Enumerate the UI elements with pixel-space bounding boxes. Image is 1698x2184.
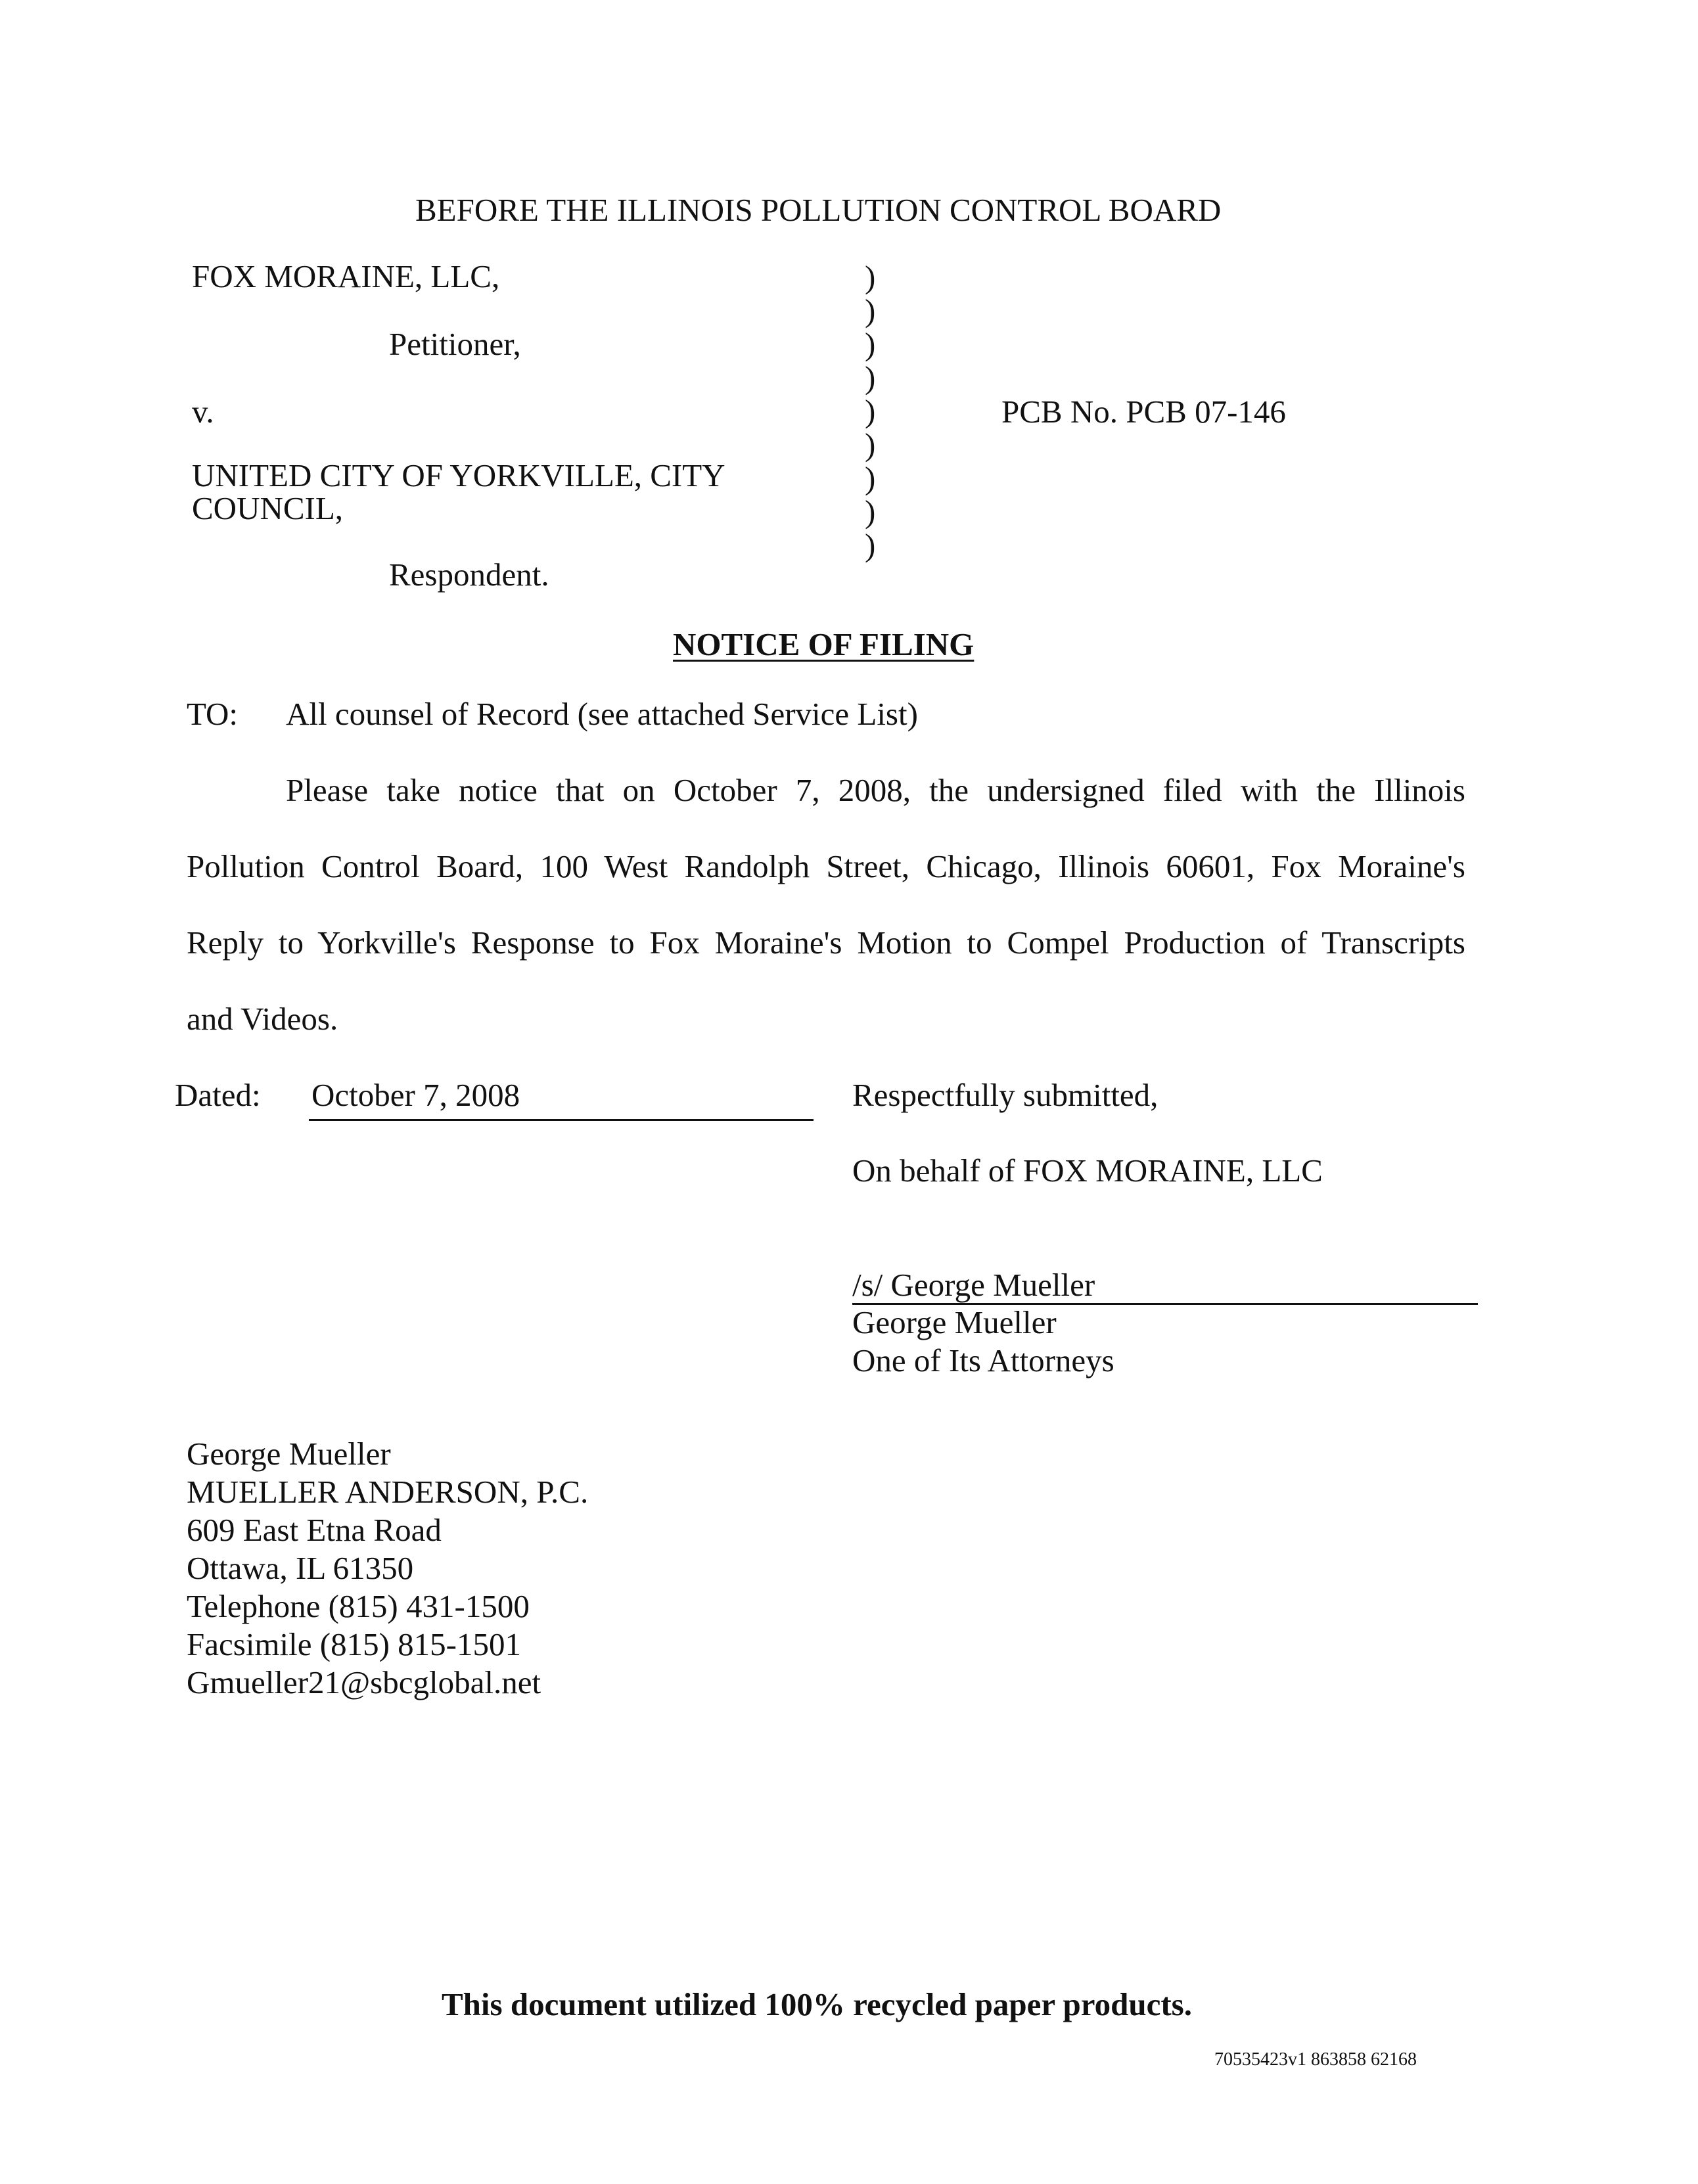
paren: ) <box>865 393 876 429</box>
caption-parens <box>865 260 884 562</box>
recycled-note: This document utilized 100% recycled paper products. <box>442 1986 1193 2022</box>
dated-underline <box>309 1119 814 1121</box>
petitioner-role: Petitioner, <box>389 326 521 362</box>
dated-label: Dated: <box>175 1077 261 1113</box>
respondent-role: Respondent. <box>389 557 549 593</box>
dated-value: October 7, 2008 <box>311 1077 520 1113</box>
to-label: TO: <box>187 696 239 732</box>
petitioner-name: FOX MORAINE, LLC, <box>192 258 500 294</box>
respondent-name-line2: COUNCIL, <box>192 490 344 526</box>
board-title: BEFORE THE ILLINOIS POLLUTION CONTROL BOARD <box>415 192 1222 228</box>
notice-heading: NOTICE OF FILING <box>673 626 975 662</box>
body-line-2: Pollution Control Board, 100 West Randolph Street, Chicago, Illinois 60601, Fox Moraine's <box>187 848 1465 884</box>
paren: ) <box>865 460 876 496</box>
signed-line: /s/ George Mueller <box>852 1267 1095 1303</box>
on-behalf: On behalf of FOX MORAINE, LLC <box>852 1152 1323 1189</box>
email-address: Gmueller21@sbcglobal.net <box>187 1664 541 1700</box>
address-line: George Mueller <box>187 1436 391 1472</box>
closing: Respectfully submitted, <box>852 1077 1159 1113</box>
paren: ) <box>865 259 876 295</box>
paren: ) <box>865 493 876 530</box>
body-line-3: Reply to Yorkville's Response to Fox Moraine's Motion to Compel Production of Transcripts <box>187 924 1465 961</box>
paren: ) <box>865 326 876 362</box>
versus: v. <box>192 394 214 430</box>
paren: ) <box>865 292 876 329</box>
paren: ) <box>865 426 876 463</box>
address-line: Facsimile (815) 815-1501 <box>187 1626 521 1662</box>
paren: ) <box>865 527 876 563</box>
signer-name: George Mueller <box>852 1304 1057 1340</box>
address-line: 609 East Etna Road <box>187 1512 442 1548</box>
paren: ) <box>865 359 876 396</box>
body-line-1: Please take notice that on October 7, 2008, the undersigned filed with the Illinois <box>286 772 1465 808</box>
doc-id: 70535423v1 863858 62168 <box>1214 2049 1417 2070</box>
address-line: MUELLER ANDERSON, P.C. <box>187 1474 589 1510</box>
to-value: All counsel of Record (see attached Service List) <box>286 696 918 732</box>
body-line-4: and Videos. <box>187 1001 338 1037</box>
address-line: Ottawa, IL 61350 <box>187 1550 414 1586</box>
address-line: Telephone (815) 431-1500 <box>187 1588 530 1624</box>
case-number: PCB No. PCB 07-146 <box>1001 394 1286 430</box>
signer-title: One of Its Attorneys <box>852 1342 1114 1378</box>
respondent-name-line1: UNITED CITY OF YORKVILLE, CITY <box>192 457 725 493</box>
